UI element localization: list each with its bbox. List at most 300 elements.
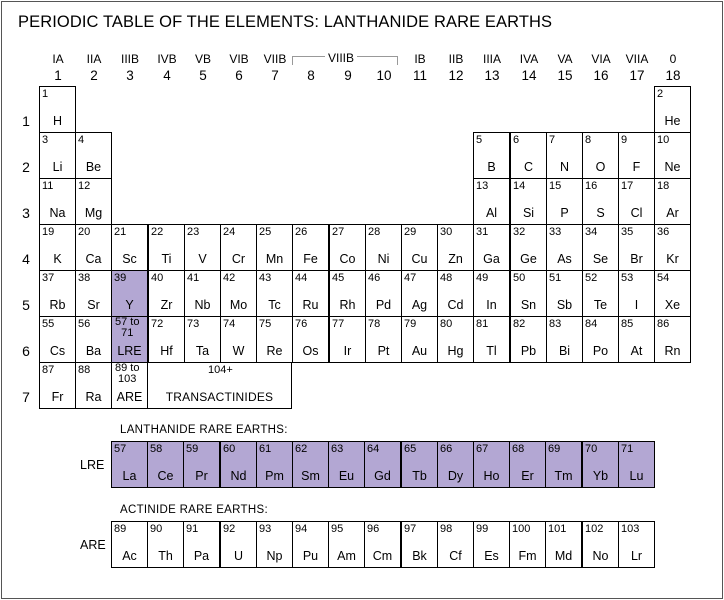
atomic-number: 57 [114,443,127,455]
element-cell-s [582,178,619,225]
element-symbol: Po [592,344,609,358]
element-symbol: Be [85,160,102,174]
element-cell-xe [654,270,691,317]
element-cell-pm [256,441,293,488]
group-roman-2: IIA [86,52,102,66]
element-cell-i [618,270,655,317]
element-symbol: Ne [664,160,681,174]
element-symbol: At [630,344,643,358]
element-symbol: Ag [411,298,428,312]
element-cell-mn [256,224,293,271]
period-7: 7 [22,389,30,405]
group-roman-15: VA [557,52,573,66]
element-symbol: F [632,160,641,174]
atomic-number: 12 [78,180,91,192]
atomic-number: 69 [548,443,561,455]
element-symbol: Rn [664,344,681,358]
actinide-title: ACTINIDE RARE EARTHS: [120,504,268,516]
element-symbol: La [122,469,137,483]
element-symbol: Pb [520,344,537,358]
element-symbol: No [592,549,609,563]
element-cell-at [618,316,655,363]
element-symbol: Fe [303,252,318,266]
element-symbol: Kr [666,252,679,266]
element-cell-pb [510,316,547,363]
period-6: 6 [22,343,30,359]
atomic-number: 36 [657,226,670,238]
element-symbol: Re [266,344,283,358]
element-cell-ce [147,441,184,488]
element-cell-ar [654,178,691,225]
atomic-number: 11 [42,180,54,192]
element-cell-dy [437,441,474,488]
atomic-number: 92 [223,523,236,535]
atomic-number: 55 [42,318,55,330]
element-symbol: Si [522,206,535,220]
atomic-number: 93 [259,523,272,535]
atomic-number: 54 [657,272,670,284]
atomic-number: 52 [585,272,598,284]
element-symbol: Co [339,252,356,266]
element-cell-tl [473,316,510,363]
group-number-8: 8 [307,68,315,83]
element-cell-lu [618,441,655,488]
element-symbol: Bi [558,344,571,358]
atomic-number: 24 [223,226,236,238]
element-symbol: I [634,298,639,312]
atomic-number: 43 [259,272,272,284]
atomic-number: 89 [114,523,127,535]
atomic-number: 83 [549,318,562,330]
atomic-number: 95 [331,523,344,535]
element-cell-gd [364,441,401,488]
group-number-11: 11 [412,68,427,83]
element-symbol: He [664,114,681,128]
atomic-number: 6 [513,134,520,146]
atomic-number: 60 [223,443,236,455]
element-symbol: Y [125,298,134,312]
atomic-number: 40 [151,272,164,284]
group-number-17: 17 [629,68,645,83]
group-viii-label: VIIIB [325,51,357,65]
element-symbol: Ga [483,252,500,266]
element-cell-pu [292,521,329,568]
element-cell-fr [39,362,76,409]
element-symbol: Te [593,298,608,312]
atomic-number: 7 [549,134,556,146]
atomic-number: 65 [404,443,417,455]
element-cell-v [184,224,221,271]
atomic-number: 53 [621,272,634,284]
element-symbol: Ir [343,344,352,358]
atomic-number: 97 [404,523,417,535]
element-symbol: Cf [449,549,462,563]
group-roman-13: IIIA [482,52,501,66]
element-symbol: Ac [122,549,137,563]
atomic-number: 35 [621,226,634,238]
group-roman-16: VIA [591,52,611,66]
element-cell-re [256,316,293,363]
element-symbol: Ho [483,469,500,483]
element-cell-md [545,521,582,568]
element-symbol: Ti [161,252,172,266]
element-symbol: Ce [157,469,174,483]
group-number-12: 12 [448,68,464,83]
atomic-number: 99 [476,523,489,535]
atomic-number: 88 [78,364,91,376]
atomic-number: 64 [367,443,380,455]
element-symbol: Ge [520,252,537,266]
element-cell-ti [148,224,185,271]
atomic-number: 29 [404,226,417,238]
element-cell-pd [365,270,402,317]
element-symbol: Tm [554,469,573,483]
element-cell-te [582,270,619,317]
element-cell-fm [509,521,546,568]
atomic-number: 38 [78,272,91,284]
element-cell-bk [401,521,438,568]
group-roman-14: IVA [519,52,539,66]
element-cell-cd [437,270,474,317]
group-number-9: 9 [344,68,352,83]
atomic-number: 56 [78,318,91,330]
element-cell-pr [183,441,220,488]
element-cell-co [329,224,366,271]
element-symbol: Hf [160,344,173,358]
element-cell-na [39,178,76,225]
atomic-number: 91 [186,523,199,535]
atomic-number: 34 [585,226,598,238]
element-symbol: H [52,114,63,128]
element-cell-lre [111,316,148,363]
atomic-number: 18 [657,180,670,192]
period-3: 3 [22,205,30,221]
element-cell-cm [364,521,401,568]
element-symbol: Th [158,549,173,563]
atomic-number: 72 [151,318,164,330]
group-roman-7: VIIB [263,52,287,66]
atomic-number: 85 [621,318,634,330]
element-cell-ru [292,270,329,317]
element-symbol: Ar [666,206,679,220]
lanthanide-title: LANTHANIDE RARE EARTHS: [120,424,288,436]
atomic-number: 77 [332,318,345,330]
element-cell-hf [148,316,185,363]
element-symbol: ARE [116,390,143,404]
atomic-number: 73 [187,318,200,330]
element-cell-tc [256,270,293,317]
atomic-number: 1 [42,88,49,100]
element-symbol: Bk [412,549,427,563]
atomic-number: 4 [78,134,85,146]
group-roman-4: IVB [157,52,177,66]
atomic-number: 100 [512,523,531,535]
element-cell-pt [365,316,402,363]
element-cell-ga [473,224,510,271]
atomic-number: 25 [259,226,272,238]
element-cell-cf [437,521,474,568]
group-roman-3: IIIB [120,52,139,66]
element-cell-k [39,224,76,271]
atomic-number: 33 [549,226,562,238]
group-roman-18: 0 [669,52,677,66]
group-number-6: 6 [235,68,243,83]
element-symbol: Cr [231,252,246,266]
element-cell-ag [401,270,438,317]
element-symbol: In [486,298,497,312]
element-cell-ne [654,132,691,179]
element-symbol: Cs [49,344,66,358]
element-cell-se [582,224,619,271]
element-symbol: P [560,206,569,220]
element-cell-tb [401,441,438,488]
element-symbol: Ta [195,344,210,358]
element-cell-sm [292,441,329,488]
element-symbol: Np [266,549,283,563]
element-cell-bi [546,316,583,363]
element-cell-h [39,86,76,133]
atomic-number: 15 [549,180,562,192]
element-symbol: Ni [377,252,390,266]
atomic-number: 103 [621,523,640,535]
element-symbol: Yb [592,469,609,483]
element-cell-tm [545,441,582,488]
element-symbol: Cd [447,298,464,312]
element-symbol: Pm [265,469,284,483]
element-symbol: Pr [195,469,208,483]
atomic-number: 26 [295,226,308,238]
atomic-number: 31 [476,226,489,238]
atomic-number: 63 [331,443,344,455]
element-symbol: Mg [84,206,103,220]
element-cell-hg [437,316,474,363]
element-cell-sn [510,270,547,317]
element-cell-al [473,178,510,225]
atomic-number: 23 [187,226,200,238]
element-symbol: Au [411,344,428,358]
element-cell-ni [365,224,402,271]
group-number-5: 5 [199,68,207,83]
element-cell-ac [111,521,148,568]
atomic-number: 58 [150,443,163,455]
element-symbol: Am [337,549,356,563]
group-number-10: 10 [376,68,392,83]
element-symbol: S [596,206,605,220]
atomic-number: 82 [513,318,526,330]
atomic-number: 5 [476,134,483,146]
element-cell-ra [75,362,112,409]
group-roman-12: IIB [448,52,464,66]
group-roman-17: VIIA [625,52,649,66]
atomic-number: 75 [259,318,272,330]
atomic-number: 86 [657,318,670,330]
element-cell-np [256,521,293,568]
element-symbol: Ra [85,390,102,404]
element-symbol: W [232,344,245,358]
atomic-number: 22 [151,226,164,238]
element-cell-o [582,132,619,179]
atomic-number: 78 [368,318,381,330]
element-cell-as [546,224,583,271]
group-number-15: 15 [557,68,573,83]
group-number-2: 2 [90,68,98,83]
element-cell-ca [75,224,112,271]
group-number-1: 1 [54,68,62,83]
element-cell-w [220,316,257,363]
element-cell-yb [582,441,619,488]
element-cell-rh [329,270,366,317]
element-cell-y [111,270,148,317]
element-symbol: V [198,252,207,266]
element-symbol: Os [302,344,319,358]
group-roman-11: IB [414,52,426,66]
element-cell-u [220,521,257,568]
element-symbol: Sc [122,252,137,266]
element-cell-la [111,441,148,488]
page-title: PERIODIC TABLE OF THE ELEMENTS: LANTHANIDE RARE EARTHS [18,13,553,31]
group-number-4: 4 [163,68,171,83]
atomic-number: 101 [548,523,567,535]
element-symbol: As [557,252,572,266]
atomic-number: 30 [440,226,453,238]
atomic-number: 28 [368,226,381,238]
element-cell-er [509,441,546,488]
element-cell-am [328,521,365,568]
element-symbol: Es [484,549,499,563]
element-symbol: Lu [629,469,644,483]
element-cell-in [473,270,510,317]
atomic-number: 45 [332,272,345,284]
atomic-number: 3 [42,134,49,146]
element-cell-sr [75,270,112,317]
element-symbol: Sm [301,469,320,483]
element-symbol: Eu [338,469,355,483]
atomic-number: 49 [476,272,489,284]
atomic-number: 10 [657,134,670,146]
atomic-number: 62 [295,443,308,455]
element-symbol: U [233,549,244,563]
element-symbol: N [559,160,570,174]
atomic-number: 87 [42,364,55,376]
atomic-number: 94 [295,523,308,535]
element-symbol: Tb [412,469,427,483]
atomic-number: 42 [223,272,236,284]
lanthanide-side-label: LRE [80,458,105,472]
element-symbol: Rh [339,298,356,312]
atomic-number: 19 [42,226,55,238]
element-symbol: Mo [229,298,248,312]
atomic-number: 8 [585,134,592,146]
element-symbol: Ca [85,252,102,266]
element-cell-zr [148,270,185,317]
element-symbol: O [595,160,606,174]
element-cell-rb [39,270,76,317]
atomic-number: 84 [585,318,598,330]
element-symbol: Ba [85,344,102,358]
element-cell-sb [546,270,583,317]
group-number-7: 7 [271,68,279,83]
atomic-number: 37 [42,272,55,284]
element-symbol: Rb [49,298,66,312]
element-cell-mg [75,178,112,225]
atomic-number: 50 [513,272,526,284]
atomic-number: 57 to 71 [115,316,140,339]
group-number-3: 3 [126,68,134,83]
atomic-number: 48 [440,272,453,284]
atomic-number: 46 [368,272,381,284]
element-cell-he [654,86,691,133]
transactinides-number: 104+ [208,364,233,376]
element-symbol: Al [485,206,498,220]
element-symbol: Zr [160,298,173,312]
element-cell-b [473,132,510,179]
period-4: 4 [22,251,30,267]
atomic-number: 71 [621,443,634,455]
element-cell-au [401,316,438,363]
group-number-16: 16 [593,68,609,83]
element-cell-mo [220,270,257,317]
element-cell-sc [111,224,148,271]
element-symbol: Sb [556,298,573,312]
element-symbol: Tc [268,298,281,312]
element-cell-cs [39,316,76,363]
atomic-number: 89 to 103 [115,362,140,385]
element-cell-ta [184,316,221,363]
group-number-14: 14 [521,68,537,83]
element-symbol: Cm [372,549,393,563]
element-cell-li [39,132,76,179]
element-cell-n [546,132,583,179]
element-cell-nb [184,270,221,317]
atomic-number: 61 [259,443,272,455]
element-symbol: Tl [486,344,497,358]
element-symbol: Er [521,469,534,483]
group-roman-1: IA [52,52,64,66]
element-cell-po [582,316,619,363]
element-cell-be [75,132,112,179]
atomic-number: 90 [150,523,163,535]
atomic-number: 67 [476,443,489,455]
group-roman-5: VB [194,52,211,66]
atomic-number: 66 [440,443,453,455]
atomic-number: 98 [440,523,453,535]
atomic-number: 68 [512,443,525,455]
element-cell-ge [510,224,547,271]
period-2: 2 [22,159,30,175]
element-symbol: Pu [302,549,319,563]
atomic-number: 39 [114,272,127,284]
element-symbol: K [53,252,62,266]
element-cell-c [510,132,547,179]
atomic-number: 9 [621,134,628,146]
element-symbol: Pa [193,549,210,563]
atomic-number: 76 [295,318,308,330]
period-5: 5 [22,297,30,313]
element-symbol: Hg [447,344,464,358]
transactinides-label: TRANSACTINIDES [165,390,274,404]
atomic-number: 74 [223,318,236,330]
element-cell-f [618,132,655,179]
element-cell-ho [473,441,510,488]
atomic-number: 17 [621,180,634,192]
atomic-number: 41 [187,272,200,284]
atomic-number: 59 [186,443,199,455]
element-cell-ba [75,316,112,363]
element-symbol: Pt [377,344,390,358]
element-symbol: Xe [664,298,681,312]
element-symbol: Nb [194,298,211,312]
period-1: 1 [22,113,30,129]
